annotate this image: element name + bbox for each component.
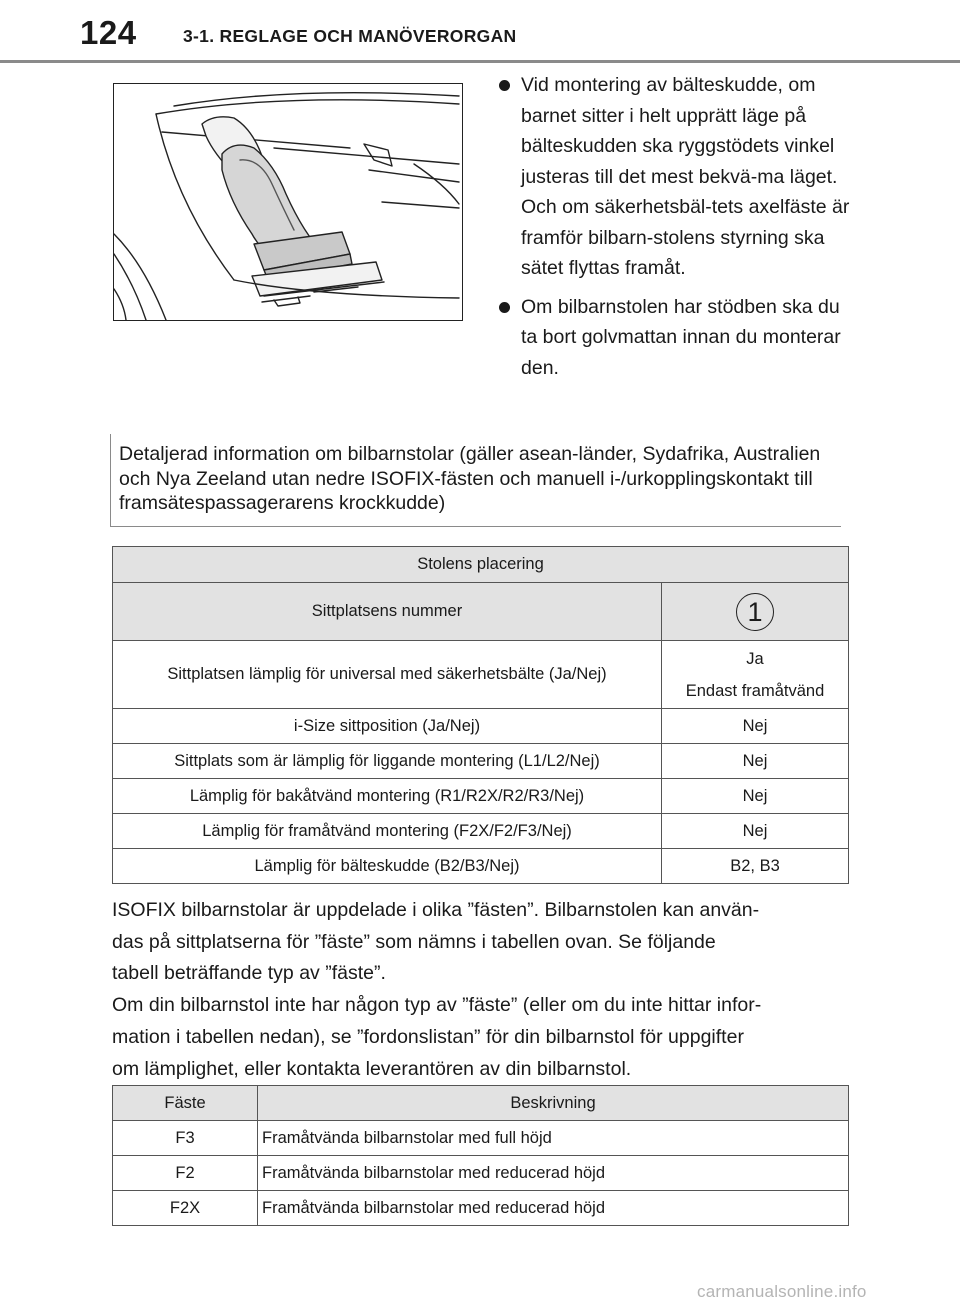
row-value: Nej xyxy=(662,709,849,744)
bullet-icon xyxy=(499,80,510,91)
column-header: Fäste xyxy=(113,1086,258,1121)
seat-number-cell xyxy=(662,583,849,641)
table-row xyxy=(113,1156,849,1191)
info-box-text: Detaljerad information om bilbarnstolar (gäller asean-länder, Sydafrika, Australien och Nya Zeeland utan nedre ISOFIX-fästen och manuell i-/urkopplingskontakt till framsätespassagerarens krockkudde) xyxy=(119,443,821,514)
table-header: Stolens placering xyxy=(113,547,849,583)
fixture-code: F3 xyxy=(113,1121,258,1156)
section-title: 3-1. REGLAGE OCH MANÖVERORGAN xyxy=(183,26,517,46)
paragraph-line: om lämplighet, eller kontakta leverantören av din bilbarnstol. xyxy=(112,1057,632,1080)
fixture-desc: Framåtvända bilbarnstolar med reducerad höjd xyxy=(258,1191,849,1226)
row-label: i-Size sittposition (Ja/Nej) xyxy=(113,709,662,744)
row-label: Lämplig för bälteskudde (B2/B3/Nej) xyxy=(113,849,662,884)
row-value-line: Ja xyxy=(746,649,764,668)
bullet-text: Vid montering av bälteskudde, om barnet sitter i helt upprätt läge på bälteskudden ska ryggstödets vinkel justeras till det mest bekvä-ma läget. Och om säkerhetsbäl-tets axelfäste är framför bilbarn-stolens styrning ska sätet flyttas framåt. xyxy=(521,74,850,279)
bullet-item xyxy=(498,70,858,284)
bullet-text: Om bilbarnstolen har stödben ska du ta bort golvmattan innan du monterar den. xyxy=(521,295,841,379)
table-row xyxy=(113,1191,849,1226)
bullet-item xyxy=(498,292,858,384)
header-rule xyxy=(0,60,960,63)
fixture-desc: Framåtvända bilbarnstolar med reducerad höjd xyxy=(258,1156,849,1191)
paragraph-line: ISOFIX bilbarnstolar är uppdelade i olika ”fästen”. Bilbarnstolen kan använ- xyxy=(112,899,760,921)
fixture-code: F2 xyxy=(113,1156,258,1191)
seat-suitability-table xyxy=(112,546,849,884)
isofix-paragraph xyxy=(112,895,857,1085)
row-label: Sittplatsen lämplig för universal med säkerhetsbälte (Ja/Nej) xyxy=(113,641,662,709)
seat-number-label: Sittplatsens nummer xyxy=(113,583,662,641)
fixture-code: F2X xyxy=(113,1191,258,1226)
row-value-line: Endast framåtvänd xyxy=(685,681,825,700)
child-seat-figure xyxy=(113,83,463,321)
row-value: B2, B3 xyxy=(662,849,849,884)
seat-number-badge: 1 xyxy=(736,593,774,631)
row-value: Nej xyxy=(662,779,849,814)
paragraph-line: mation i tabellen nedan), se ”fordonslistan” för din bilbarnstol för uppgifter xyxy=(112,1025,744,1048)
page-header xyxy=(0,0,960,62)
paragraph-line: Om din bilbarnstol inte har någon typ av ”fäste” (eller om du inte hittar infor- xyxy=(112,994,762,1017)
row-value xyxy=(662,641,849,709)
page-number: 124 xyxy=(80,14,137,51)
row-value: Nej xyxy=(662,744,849,779)
fixture-desc: Framåtvända bilbarnstolar med full höjd xyxy=(258,1121,849,1156)
column-header: Beskrivning xyxy=(258,1086,849,1121)
bullet-list xyxy=(498,70,858,391)
row-label: Lämplig för bakåtvänd montering (R1/R2X/R2/R3/Nej) xyxy=(113,779,662,814)
paragraph-line: tabell beträffande typ av ”fäste”. xyxy=(112,962,386,985)
row-label: Lämplig för framåtvänd montering (F2X/F2/F3/Nej) xyxy=(113,814,662,849)
child-seat-in-car-illustration xyxy=(114,84,462,320)
row-label: Sittplats som är lämplig för liggande montering (L1/L2/Nej) xyxy=(113,744,662,779)
bullet-icon xyxy=(499,302,510,313)
row-value: Nej xyxy=(662,814,849,849)
fixture-table xyxy=(112,1085,849,1226)
paragraph-line: das på sittplatserna för ”fäste” som nämns i tabellen ovan. Se följande xyxy=(112,930,716,953)
table-row xyxy=(113,1121,849,1156)
info-box xyxy=(110,434,841,527)
watermark: carmanualsonline.info xyxy=(697,1282,867,1301)
